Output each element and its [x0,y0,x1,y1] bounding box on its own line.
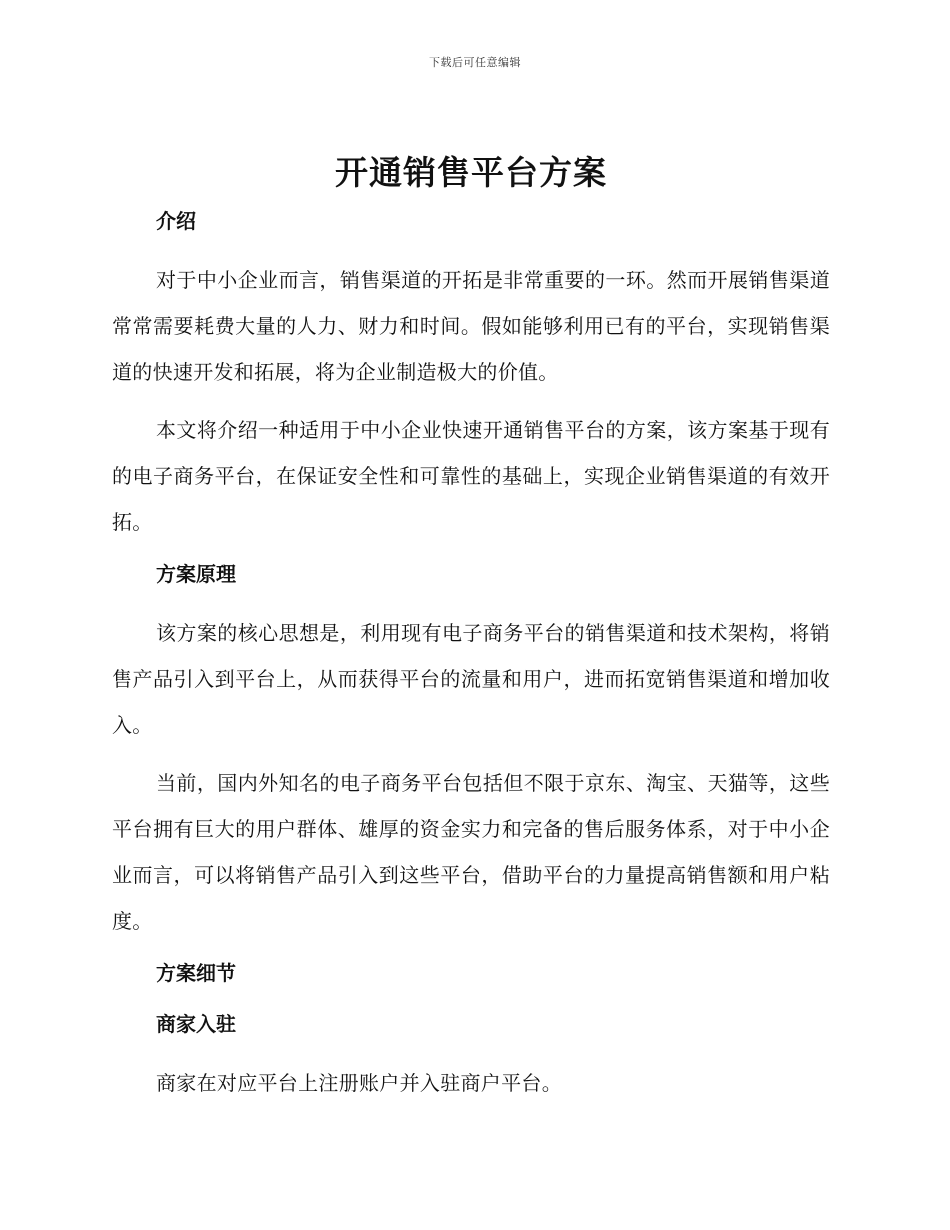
paragraph-intro-2: 本文将介绍一种适用于中小企业快速开通销售平台的方案，该方案基于现有的电子商务平台，在保证安全性和可靠性的基础上，实现企业销售渠道的有效开拓。 [112,418,830,534]
section-heading-principle: 方案原理 [156,562,236,586]
section-heading-details: 方案细节 [156,961,236,985]
document-body [112,150,830,1118]
document-title: 开通销售平台方案 [335,153,607,192]
paragraph-principle-2: 当前，国内外知名的电子商务平台包括但不限于京东、淘宝、天猫等，这些平台拥有巨大的用户群体、雄厚的资金实力和完备的售后服务体系，对于中小企业而言，可以将销售产品引入到这些平台，借助平台的力量提高销售额和用户粘度。 [112,771,830,933]
paragraph-principle-1: 该方案的核心思想是，利用现有电子商务平台的销售渠道和技术架构，将销售产品引入到平台上，从而获得平台的流量和用户，进而拓宽销售渠道和增加收入。 [112,621,830,737]
section-heading-merchant: 商家入驻 [156,1012,236,1036]
paragraph-intro-1: 对于中小企业而言，销售渠道的开拓是非常重要的一环。然而开展销售渠道常常需要耗费大量的人力、财力和时间。假如能够利用已有的平台，实现销售渠道的快速开发和拓展，将为企业制造极大的价值。 [112,268,830,384]
paragraph-merchant-1: 商家在对应平台上注册账户并入驻商户平台。 [156,1071,562,1095]
section-heading-intro: 介绍 [156,209,196,233]
header-note: 下载后可任意编辑 [429,56,521,69]
